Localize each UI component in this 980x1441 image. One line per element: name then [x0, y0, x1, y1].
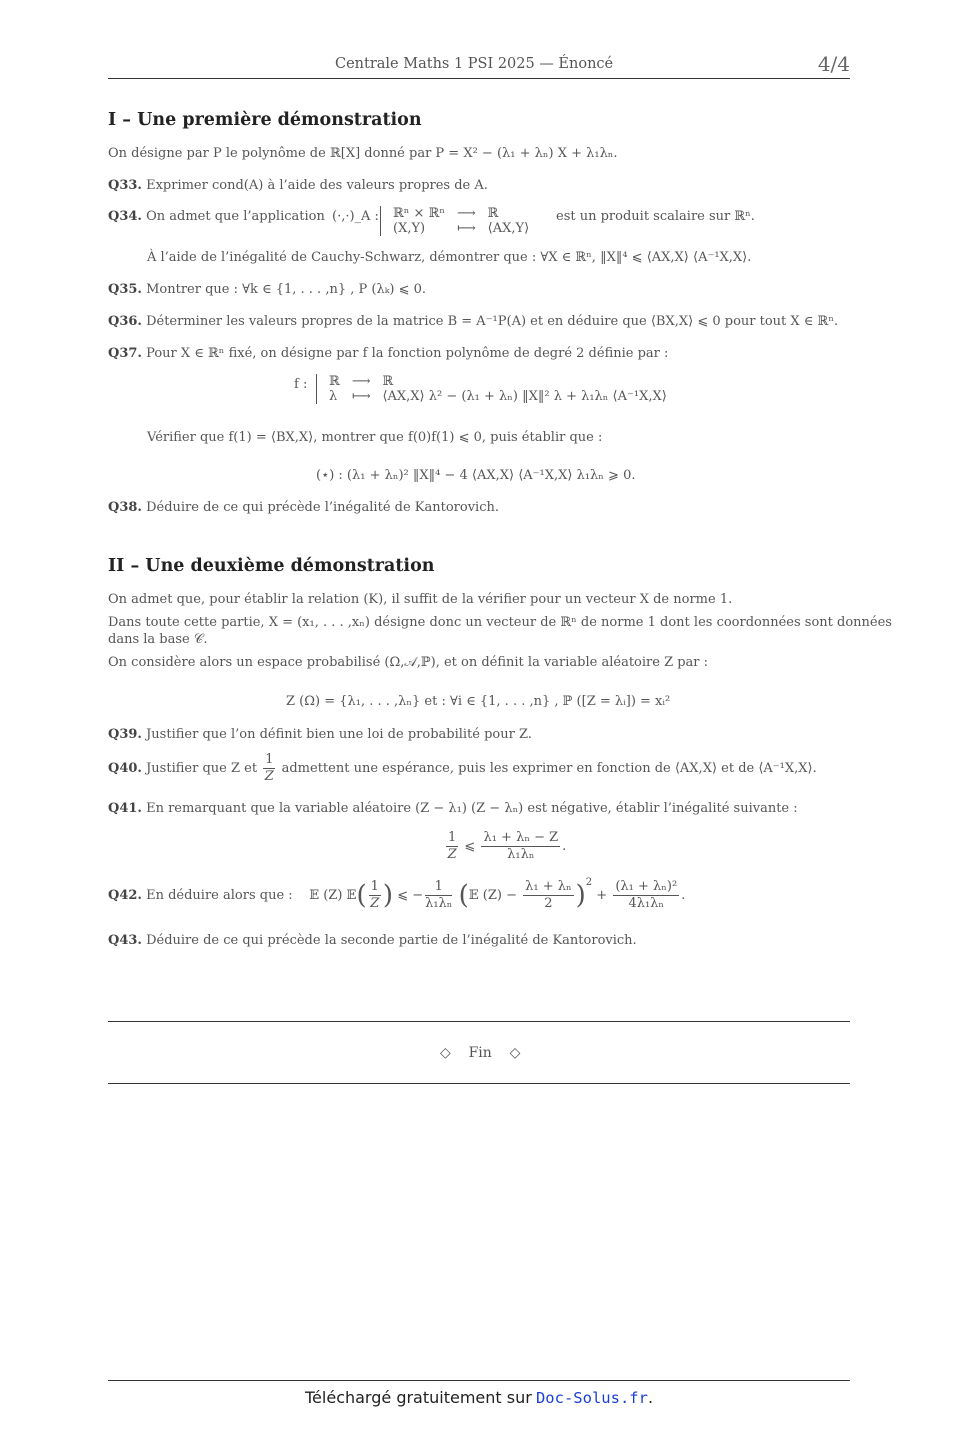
question-text: Montrer que : ∀k ∈ {1, . . . ,n} , P (λₖ) ⩽ 0.: [146, 282, 427, 297]
fraction-half-sum: [523, 879, 573, 912]
fraction-inverse-product: [425, 879, 452, 912]
fraction-denominator: Z: [447, 847, 457, 862]
question-text: On admet que l’application: [146, 209, 325, 224]
question-label: Q42.: [108, 888, 142, 903]
fraction-numerator: (λ₁ + λₙ)²: [615, 879, 678, 894]
q34-post-text: est un produit scalaire sur ℝⁿ.: [556, 209, 755, 224]
square-exponent: 2: [585, 877, 593, 888]
map-variable: λ: [329, 389, 338, 404]
question-37: [108, 346, 668, 361]
section-2-paragraph-1: On admet que, pour établir la relation (K), il suffit de la vérifier pour un vecteur X de norme 1.: [108, 592, 733, 607]
question-40: [108, 752, 817, 785]
fraction-final: [613, 879, 679, 912]
question-text: Déterminer les valeurs propres de la matrice B = A⁻¹P(A) et en déduire que ⟨BX,X⟩ ⩽ 0 pour tout X ∈ ℝⁿ.: [146, 314, 839, 329]
question-label: Q40.: [108, 761, 142, 776]
question-label: Q34.: [108, 209, 142, 224]
diamond-right-icon: ◇: [509, 1045, 521, 1061]
end-rule-top: [108, 1021, 850, 1022]
question-label: Q39.: [108, 727, 142, 742]
section-2-formula: Z (Ω) = {λ₁, . . . ,λₙ} et : ∀i ∈ {1, . . . ,n} , ℙ ([Z = λᵢ]) = xᵢ²: [286, 694, 671, 709]
question-43: [108, 933, 637, 948]
end-rule-bottom: [108, 1083, 850, 1084]
question-label: Q35.: [108, 282, 142, 297]
q34-text-2: À l’aide de l’inégalité de Cauchy-Schwarz, démontrer que : ∀X ∈ ℝⁿ, ‖X‖⁴ ⩽ ⟨AX,X⟩ ⟨A⁻¹X,X⟩.: [147, 250, 752, 265]
question-42: Q42. En déduire alors que : 𝔼 (Z) 𝔼( $\frac{1}{Z}$ ) ⩽ − $\frac{1}{\text{λ₁λₙ}}$ (𝔼 (Z) − $\frac{\text{λ₁ + λₙ}}{2}$ )$^2$ + $\frac{\text{(λ₁ + λₙ)²}}{\text{4λ₁λₙ}}$ .: [108, 877, 686, 911]
fraction-numerator: 1: [448, 830, 457, 845]
section-2-paragraph-2a: Dans toute cette partie, X = (x₁, . . . ,xₙ) désigne donc un vecteur de ℝⁿ de norme 1 dont les coordonnées sont données: [108, 615, 892, 630]
question-text: En remarquant que la variable aléatoire (Z − λ₁) (Z − λₙ) est négative, établir l’inégalité suivante :: [146, 801, 798, 816]
question-34: [108, 209, 325, 224]
relation-symbol: ⩽ −: [397, 888, 424, 903]
map-domain: ℝ: [329, 374, 340, 389]
q34-map-definition: [380, 206, 535, 236]
question-label: Q38.: [108, 500, 142, 515]
map-variable: (X,Y): [393, 221, 426, 236]
fraction-one-over-z: [263, 752, 275, 785]
page-number: 4/4: [817, 52, 850, 76]
map-mapsto: ⟼: [351, 389, 371, 404]
question-35: [108, 282, 426, 297]
fraction-one-over-z: [446, 830, 458, 863]
map-image: ⟨AX,Y⟩: [487, 221, 530, 236]
footer-dot: .: [647, 1388, 654, 1407]
fraction-denominator: λ₁λₙ: [425, 896, 453, 911]
section-2-paragraph-3: On considère alors un espace probabilisé (Ω,𝒜,ℙ), et on définit la variable aléatoire Z par :: [108, 655, 709, 670]
q37-map-name: f :: [294, 377, 308, 392]
left-paren: (: [458, 880, 469, 911]
question-text: Déduire de ce qui précède l’inégalité de Kantorovich.: [146, 500, 500, 515]
question-label: Q33.: [108, 178, 142, 193]
question-33: [108, 178, 488, 193]
q37-text-2: Vérifier que f(1) = ⟨BX,X⟩, montrer que f(0)f(1) ⩽ 0, puis établir que :: [147, 430, 603, 445]
question-41: [108, 801, 798, 816]
section-2-paragraph-2b: dans la base 𝒞.: [108, 632, 208, 647]
section-1-title: I – Une première démonstration: [108, 110, 422, 130]
right-paren: ): [382, 880, 394, 911]
diamond-left-icon: ◇: [440, 1045, 451, 1061]
question-text: Déduire de ce qui précède la seconde partie de l’inégalité de Kantorovich.: [146, 933, 637, 948]
footer-rule: [108, 1380, 850, 1381]
expectation: 𝔼 (Z) −: [468, 888, 517, 903]
question-36: [108, 314, 838, 329]
footer-link[interactable]: Doc-Solus.fr: [535, 1389, 648, 1407]
fraction-denominator: Z: [370, 896, 380, 911]
question-text-pre: Justifier que Z et: [146, 761, 258, 776]
question-text-post: admettent une espérance, puis les exprimer en fonction de ⟨AX,X⟩ et de ⟨A⁻¹X,X⟩.: [281, 761, 817, 776]
fraction-denominator: 4λ₁λₙ: [628, 896, 665, 911]
fraction-numerator: 1: [265, 752, 274, 767]
footer-text: Téléchargé gratuitement sur: [305, 1388, 532, 1407]
section-2-title: II – Une deuxième démonstration: [108, 556, 435, 576]
fraction-numerator: λ₁ + λₙ − Z: [483, 830, 559, 845]
fraction-numerator: 1: [370, 879, 379, 894]
section-1-intro: On désigne par P le polynôme de ℝ[X] donné par P = X² − (λ₁ + λₙ) X + λ₁λₙ.: [108, 146, 618, 161]
question-38: [108, 500, 499, 515]
fraction-denominator: 2: [544, 896, 553, 911]
q34-map-name: (·,·)_A :: [332, 209, 379, 224]
question-label: Q43.: [108, 933, 142, 948]
map-image: ⟨AX,X⟩ λ² − (λ₁ + λₙ) ‖X‖² λ + λ₁λₙ ⟨A⁻¹X,X⟩: [382, 389, 667, 404]
q41-inequality: $\frac{1}{Z}$ ⩽ $\frac{\text{λ₁ + λₙ − Z}}{\text{λ₁λₙ}}$ .: [447, 830, 567, 862]
relation-symbol: ⩽: [464, 839, 476, 854]
fraction-denominator: λ₁λₙ: [507, 847, 535, 862]
question-text: Justifier que l’on définit bien une loi de probabilité pour Z.: [146, 727, 532, 742]
header-rule: [108, 78, 850, 79]
fraction-right: [481, 830, 560, 863]
question-label: Q37.: [108, 346, 142, 361]
fraction-denominator: Z: [264, 769, 274, 784]
plus-sign: +: [596, 888, 608, 903]
left-paren: (: [356, 880, 367, 911]
question-39: [108, 727, 532, 742]
footer: [305, 1388, 653, 1407]
question-label: Q41.: [108, 801, 142, 816]
map-arrow: ⟶: [457, 206, 476, 221]
end-marker: [440, 1045, 520, 1061]
map-codomain: ℝ: [382, 374, 394, 389]
q37-formula: (⋆) : (λ₁ + λₙ)² ‖X‖⁴ − 4 ⟨AX,X⟩ ⟨A⁻¹X,X⟩ λ₁λₙ ⩾ 0.: [316, 468, 636, 483]
fraction-one-over-z: [369, 879, 381, 912]
map-domain: ℝⁿ × ℝⁿ: [393, 206, 446, 221]
end-text: Fin: [468, 1045, 492, 1061]
right-paren: ): [575, 880, 586, 911]
question-text: En déduire alors que :: [146, 888, 293, 903]
question-label: Q36.: [108, 314, 142, 329]
q37-map-definition: [316, 374, 673, 404]
question-text: Exprimer cond(A) à l’aide des valeurs propres de A.: [146, 178, 488, 193]
expectation-product: 𝔼 (Z) 𝔼: [309, 888, 357, 903]
question-text: Pour X ∈ ℝⁿ fixé, on désigne par f la fonction polynôme de degré 2 définie par :: [146, 346, 669, 361]
fraction-numerator: 1: [425, 879, 452, 896]
fraction-numerator: λ₁ + λₙ: [525, 879, 572, 894]
map-codomain: ℝ: [487, 206, 499, 221]
map-arrow: ⟶: [351, 374, 371, 389]
map-mapsto: ⟼: [457, 221, 476, 236]
page-header-title: Centrale Maths 1 PSI 2025 — Énoncé: [335, 56, 614, 72]
